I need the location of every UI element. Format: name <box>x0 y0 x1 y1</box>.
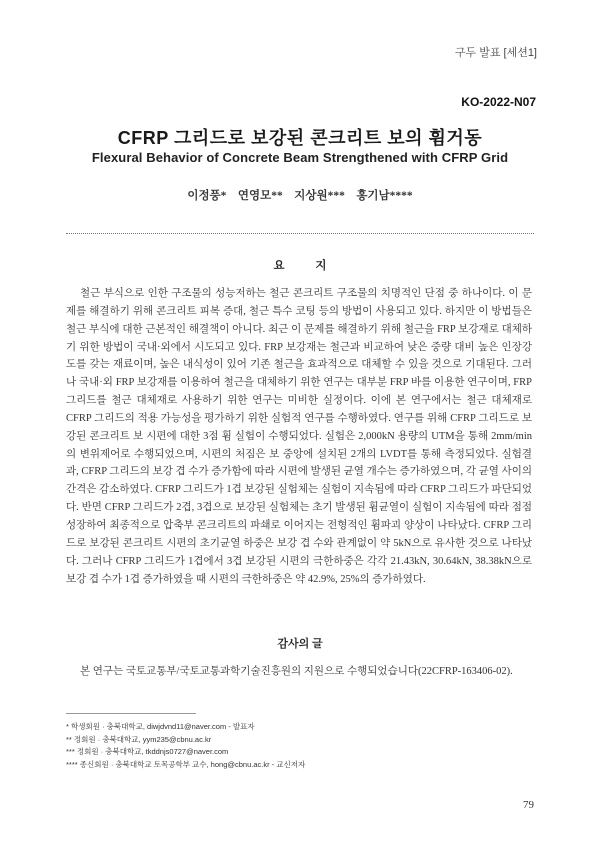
section-divider <box>66 233 534 234</box>
acknowledgement-body: 본 연구는 국토교통부/국토교통과학기술진흥원의 지원으로 수행되었습니다(22CFRP-163406-02). <box>80 666 513 677</box>
session-label: 구두 발표 [세션1] <box>454 47 537 59</box>
footnote-list <box>66 721 534 771</box>
paper-title-english: Flexural Behavior of Concrete Beam Strengthened with CFRP Grid <box>91 150 509 165</box>
paper-title-korean: CFRP 그리드로 보강된 콘크리트 보의 휨거동 <box>117 128 483 148</box>
author-list: 이정풍* 연영모** 지상원*** 홍기남**** <box>187 190 413 202</box>
abstract-body: 철근 부식으로 인한 구조물의 성능저하는 철근 콘크리트 구조물의 치명적인 단점 중 하나이다. 이 문제를 해결하기 위해 콘크리트 피복 증대, 철근 특수 코팅 등의 방법이 사용되고 있다. 하지만 이 방법들은 철근 부식에 대한 근본적인 해결책이 아니다. 최근 이 문제를 해결하기 위해 철근을 FRP 보강재로 대체하기 위한 방법이 국내·외에서 시도되고 있다. FRP 보강재는 철근과 비교하여 낮은 중량 대비 높은 인장강도를 갖는 재료이며, 높은 내식성이 있어 기존 철근을 효과적으로 대체할 수 있을 것으로 기대된다. 그러나 국내·외 FRP 보강재를 이용하여 철근을 대체하기 위한 연구는 대부분 FRP 바를 이용한 연구이며, FRP 그리드를 철근 대체재로 사용하기 위한 연구는 미비한 실정이다. 이에 본 연구에서는 철근 대체재로 CFRP 그리드의 적용 가능성을 평가하기 위한 실험적 연구를 수행하였다. 연구를 위해 CFRP 그리드로 보강된 콘크리트 보 시편에 대한 3점 휨 실험이 수행되었다. 실험은 2,000kN 용량의 UTM을 통해 2mm/min의 변위제어로 수행되었으며, 시편의 처짐은 보 중앙에 설치된 2개의 LVDT를 통해 측정되었다. 실험결과, CFRP 그리드의 보강 겹 수가 증가함에 따라 시편에 발생된 균열 개수는 증가하였으며, 각 균열 사이의 간격은 감소하였다. CFRP 그리드가 1겹 보강된 실험체는 실험이 지속됨에 따라 CFRP 그리드가 파단되었다. 반면 CFRP 그리드가 2겹, 3겹으로 보강된 실험체는 초기 발생된 휨균열이 실험이 지속됨에 따라 점점 성장하여 최종적으로 압축부 콘크리트의 파쇄로 이어지는 전형적인 휨파괴 양상이 나타났다. CFRP 그리드로 보강된 콘크리트 시편의 초기균열 하중은 보강 겹 수와 관계없이 약 5kN으로 유사한 것으로 나타났다. 그러나 CFRP 그리드가 1겹에서 3겹 보강된 시편의 극한하중은 각각 21.43kN, 30.64kN, 38.38kN으로 보강 겹 수가 1겹 증가하였을 때 시편의 극한하중은 약 42.9%, 25%의 증가하였다. <box>66 288 532 585</box>
paper-code: KO-2022-N07 <box>461 95 536 109</box>
footnote-item: * 학생회원 · 충북대학교, diwjdvnd11@naver.com - 발표자 <box>66 722 255 731</box>
abstract-heading: 요 지 <box>273 260 341 272</box>
acknowledgement-heading: 감사의 글 <box>277 638 323 650</box>
page-number: 79 <box>523 799 534 811</box>
footnote-item: ** 정회원 · 충북대학교, yym235@cbnu.ac.kr <box>66 734 212 744</box>
footnote-rule <box>66 713 196 714</box>
footnote-item: **** 종신회원 · 충북대학교 토목공학부 교수, hong@cbnu.ac.kr - 교신저자 <box>66 759 306 769</box>
footnote-item: *** 정회원 · 충북대학교, tkddnjs0727@naver.com <box>66 747 229 756</box>
